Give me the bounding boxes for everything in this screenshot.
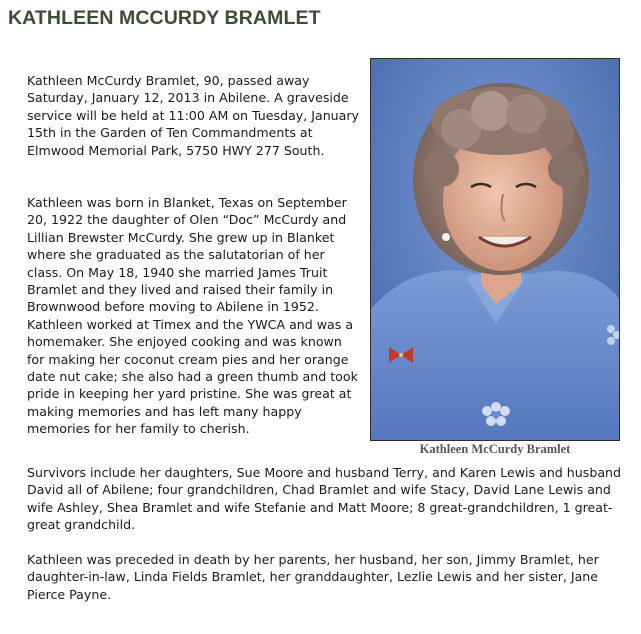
portrait-photo xyxy=(370,58,620,441)
obituary-paragraph-service: Kathleen McCurdy Bramlet, 90, passed away Saturday, January 12, 2013 in Abilene. A graveside service will be held at 11:00 AM on Tuesday, January 15th in the Garden of Ten Commandments at Elmwood Memorial Park, 5750 HWY 277 South. xyxy=(27,73,359,158)
obituary-paragraph-biography: Kathleen was born in Blanket, Texas on September 20, 1922 the daughter of Olen “Doc” McCurdy and Lillian Brewster McCurdy. She grew up in Blanket where she graduated as the salutatorian of her class. On May 18, 1940 she married James Truit Bramlet and they lived and raised their family in Brownwood before moving to Abilene in 1952. Kathleen worked at Timex and the YWCA and was a homemaker. She enjoyed cooking and was known for making her coconut cream pies and her orange date nut cake; she also had a green thumb and took pride in keeping her yard pristine. She was great at making memories and has left many happy memories for her family to cherish. xyxy=(27,195,358,437)
obituary-paragraph-preceded: Kathleen was preceded in death by her parents, her husband, her son, Jimmy Bramlet, her daughter-in-law, Linda Fields Bramlet, her granddaughter, Lezlie Lewis and her sister, Jane Pierce Payne. xyxy=(27,552,599,602)
page-title: KATHLEEN MCCURDY BRAMLET xyxy=(8,7,321,29)
obituary-paragraph-survivors: Survivors include her daughters, Sue Moore and husband Terry, and Karen Lewis and husband David all of Abilene; four grandchildren, Chad Bramlet and wife Stacy, David Lane Lewis and wife Ashley, Shea Bramlet and wife Stefanie and Matt Moore; 8 great-grandchildren, 1 great-great grandchild. xyxy=(27,465,622,533)
photo-caption: Kathleen McCurdy Bramlet xyxy=(419,442,571,456)
